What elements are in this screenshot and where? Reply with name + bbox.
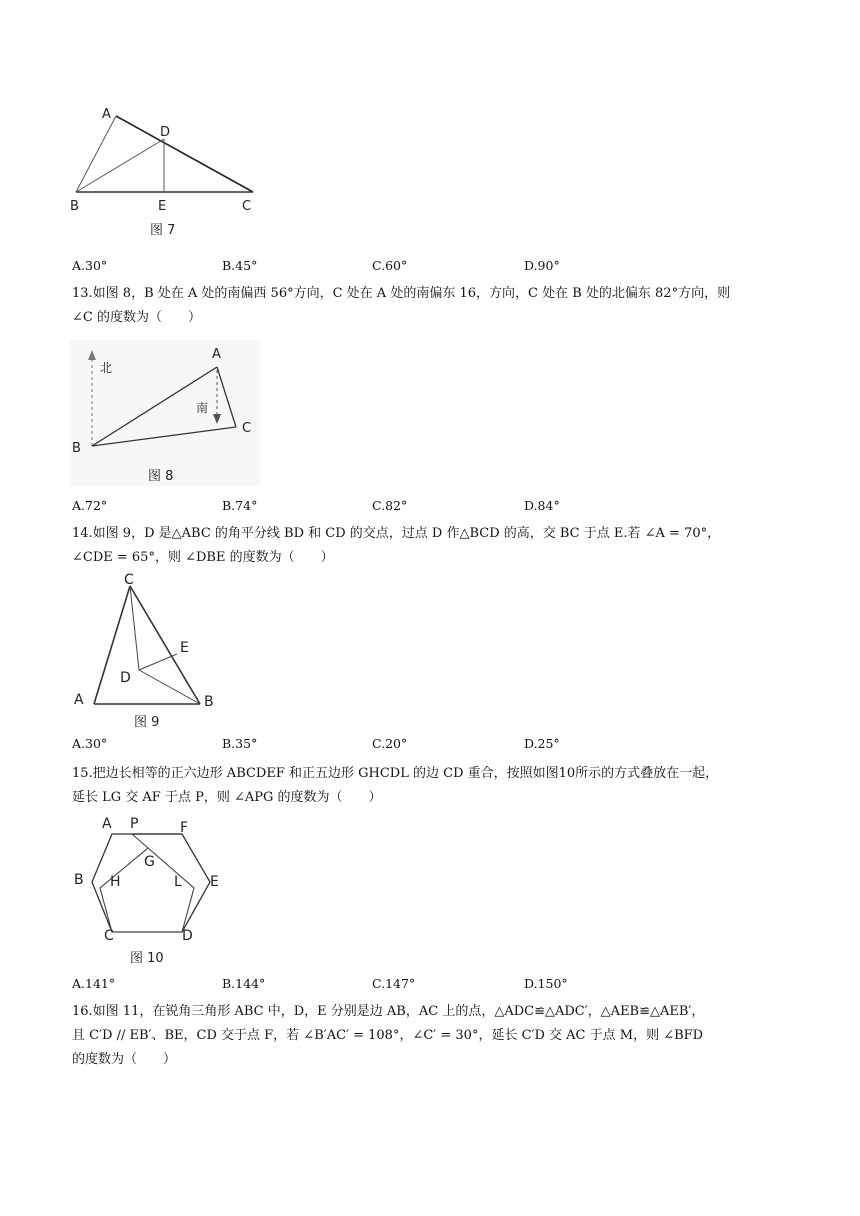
label-B: B — [204, 694, 214, 710]
question-text: ∠C 的度数为（ ） — [72, 310, 201, 325]
option-b: B.144° — [222, 976, 266, 991]
figure-9 — [70, 572, 230, 732]
label-A: A — [74, 692, 84, 708]
label-F: F — [180, 820, 189, 836]
label-B: B — [74, 872, 84, 888]
option-d: D.90° — [524, 258, 560, 273]
q13-options — [72, 498, 792, 516]
option-a: A.141° — [72, 976, 116, 991]
label-D: D — [120, 670, 131, 686]
option-a: A.30° — [72, 258, 108, 273]
question-text: 且 C′D // EB′、BE，CD 交于点 F，若 ∠B′AC′ = 108°，∠C′ = 30°，延长 C′D 交 AC 于点 M，则 ∠BFD — [72, 1028, 704, 1043]
question-text: 13.如图 8，B 处在 A 处的南偏西 56°方向，C 处在 A 处的南偏东 16，方向，C 处在 B 处的北偏东 82°方向，则 — [72, 286, 731, 301]
figure-8 — [70, 340, 262, 488]
option-d: D.25° — [524, 736, 560, 751]
q12-options — [72, 258, 792, 276]
label-A: A — [102, 816, 112, 832]
option-b: B.35° — [222, 736, 258, 751]
option-a: A.72° — [72, 498, 108, 513]
figure-caption: 图 9 — [134, 715, 160, 730]
question-15 — [72, 762, 792, 810]
label-G: G — [144, 854, 155, 870]
label-B: B — [72, 441, 81, 456]
question-text: ∠CDE = 65°，则 ∠DBE 的度数为（ ） — [72, 550, 334, 565]
option-d: D.150° — [524, 976, 568, 991]
option-d: D.84° — [524, 498, 560, 513]
question-text: 15.把边长相等的正六边形 ABCDEF 和正五边形 GHCDL 的边 CD 重合，按照如图10所示的方式叠放在一起， — [72, 766, 719, 781]
option-c: C.147° — [372, 976, 416, 991]
question-16 — [72, 1000, 792, 1072]
option-b: B.45° — [222, 258, 258, 273]
north-label: 北 — [100, 361, 113, 375]
label-C: C — [124, 572, 134, 588]
question-14 — [72, 522, 792, 570]
figure-caption: 图 10 — [130, 951, 164, 966]
question-text: 16.如图 11，在锐角三角形 ABC 中，D，E 分别是边 AB，AC 上的点，△ADC≌△ADC′，△AEB≌△AEB′， — [72, 1004, 705, 1019]
label-B: B — [70, 199, 79, 214]
south-label: 南 — [196, 401, 209, 415]
option-c: C.82° — [372, 498, 408, 513]
label-E: E — [210, 874, 219, 890]
label-D: D — [160, 125, 171, 140]
label-H: H — [110, 874, 121, 890]
label-A: A — [212, 347, 221, 362]
label-C: C — [242, 421, 252, 436]
option-a: A.30° — [72, 736, 108, 751]
label-A: A — [102, 107, 111, 122]
q14-options — [72, 736, 792, 754]
figure-10 — [70, 812, 230, 970]
question-13 — [72, 282, 792, 330]
label-C: C — [104, 928, 114, 944]
label-D: D — [182, 928, 193, 944]
label-C: C — [242, 199, 252, 214]
figure-7 — [68, 104, 278, 244]
option-c: C.60° — [372, 258, 408, 273]
figure-caption: 图 8 — [148, 469, 174, 484]
label-E: E — [158, 199, 167, 214]
option-c: C.20° — [372, 736, 408, 751]
figure-caption: 图 7 — [150, 223, 176, 238]
question-text: 的度数为（ ） — [72, 1052, 177, 1067]
option-b: B.74° — [222, 498, 258, 513]
label-L: L — [174, 874, 182, 890]
label-P: P — [130, 816, 139, 832]
question-text: 14.如图 9，D 是△ABC 的角平分线 BD 和 CD 的交点，过点 D 作△BCD 的高，交 BC 于点 E.若 ∠A = 70°， — [72, 526, 721, 541]
q15-options — [72, 976, 792, 994]
label-E: E — [180, 640, 189, 656]
question-text: 延长 LG 交 AF 于点 P，则 ∠APG 的度数为（ ） — [72, 790, 382, 805]
